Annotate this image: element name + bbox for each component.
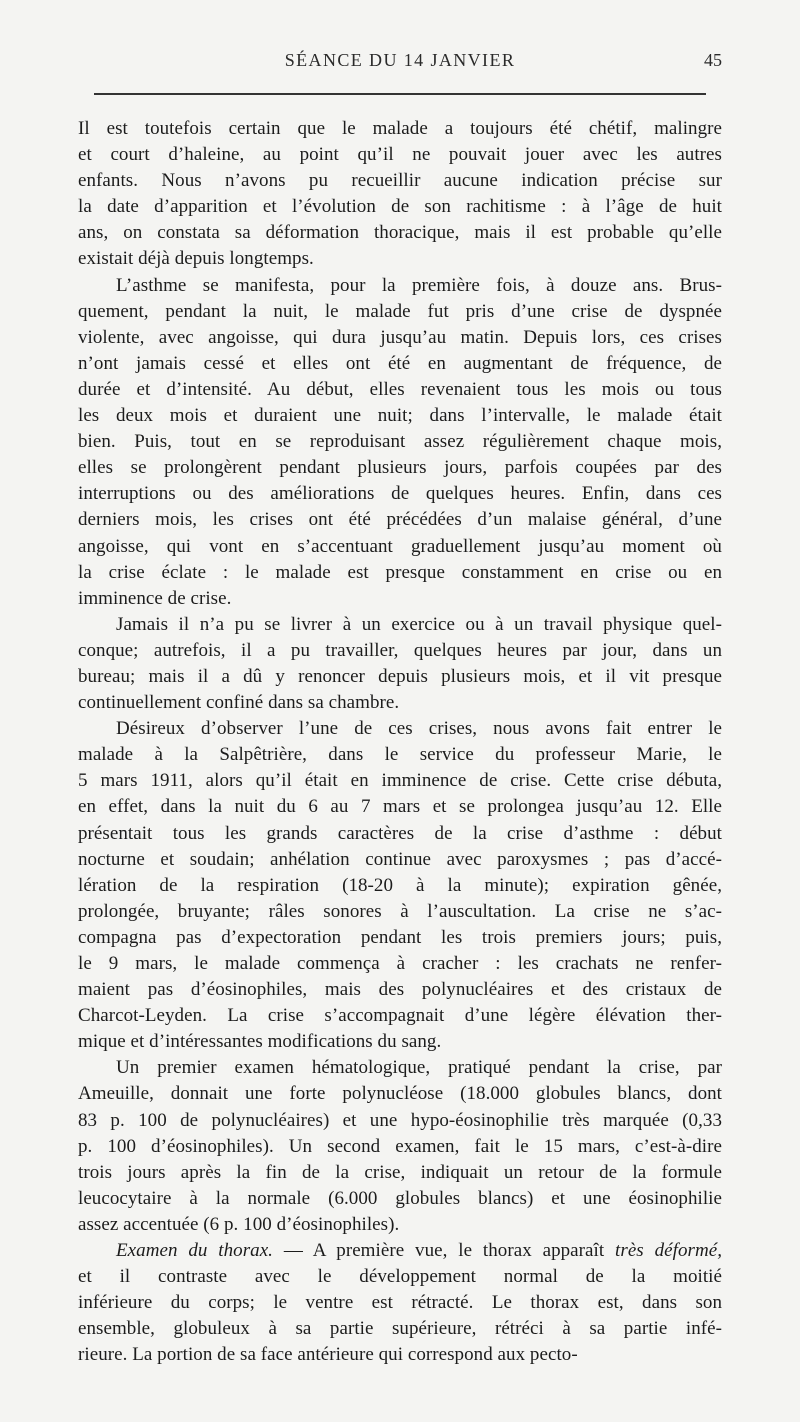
text-line: 83 p. 100 de polynucléaires) et une hypo-éosinophilie très marquée (0,33 (78, 1109, 722, 1131)
text-line: conque; autrefois, il a pu travailler, quelques heures par jour, dans un (78, 639, 722, 661)
text-line: ans, on constata sa déformation thoracique, mais il est probable qu’elle (78, 222, 722, 244)
text-line: la crise éclate : le malade est presque constamment en crise ou en (78, 561, 722, 583)
text-line: elles se prolongèrent pendant plusieurs jours, parfois coupées par des (78, 457, 722, 479)
text-line: nocturne et soudain; anhélation continue avec paroxysmes ; pas d’accé- (78, 848, 722, 870)
text-line: Ameuille, donnait une forte polynucléose (18.000 globules blancs, dont (78, 1083, 722, 1105)
text-line: durée et d’intensité. Au début, elles revenaient tous les mois ou tous (78, 378, 722, 400)
text-line: Un premier examen hématologique, pratiqué pendant la crise, par (116, 1057, 722, 1079)
body-text (78, 116, 722, 1369)
page-number: 45 (704, 50, 722, 70)
emphasis: très déformé, (615, 1240, 722, 1262)
text-line: assez accentuée (6 p. 100 d’éosinophiles). (78, 1213, 400, 1235)
text-line: les deux mois et duraient une nuit; dans l’intervalle, le malade était (78, 405, 722, 427)
text-line: bien. Puis, tout en se reproduisant assez régulièrement chaque mois, (78, 431, 722, 453)
text-line: continuellement confiné dans sa chambre. (78, 692, 400, 714)
text-line: angoisse, qui vont en s’accentuant graduellement jusqu’au moment où (78, 535, 722, 557)
text-line: n’ont jamais cessé et elles ont été en augmentant de fréquence, de (78, 352, 722, 374)
text-line: malade à la Salpêtrière, dans le service du professeur Marie, le (78, 744, 722, 766)
text-line: Désireux d’observer l’une de ces crises, nous avons fait entrer le (116, 718, 722, 740)
text-line: derniers mois, les crises ont été précédées d’un malaise général, d’une (78, 509, 722, 531)
text-line: bureau; mais il a dû y renoncer depuis plusieurs mois, et il vit presque (78, 665, 722, 687)
text-line: quement, pendant la nuit, le malade fut pris d’une crise de dyspnée (78, 300, 722, 322)
text-line: compagna pas d’expectoration pendant les trois premiers jours; puis, (78, 926, 722, 948)
text-line: ensemble, globuleux à sa partie supérieure, rétréci à sa partie infé- (78, 1318, 722, 1340)
text-line: trois jours après la fin de la crise, indiquait un retour de la formule (78, 1161, 722, 1183)
text-line: prolongée, bruyante; râles sonores à l’auscultation. La crise ne s’ac- (78, 900, 722, 922)
running-title: SÉANCE DU 14 JANVIER (284, 50, 516, 70)
text-line: le 9 mars, le malade commença à cracher : les crachats ne renfer- (78, 953, 722, 974)
text-line: L’asthme se manifesta, pour la première fois, à douze ans. Brus- (116, 274, 722, 296)
text-line: en effet, dans la nuit du 6 au 7 mars et se prolongea jusqu’au 12. Elle (78, 796, 722, 818)
text-line: leucocytaire à la normale (6.000 globules blancs) et une éosinophilie (78, 1187, 722, 1209)
section-heading: Examen du thorax. (116, 1240, 273, 1262)
text-line: 5 mars 1911, alors qu’il était en imminence de crise. Cette crise débuta, (78, 770, 722, 792)
text-line: la date d’apparition et l’évolution de son rachitisme : à l’âge de huit (78, 196, 722, 218)
text-line: et court d’haleine, au point qu’il ne pouvait jouer avec les autres (78, 144, 722, 166)
text-line: rieure. La portion de sa face antérieure qui correspond aux pecto- (78, 1344, 578, 1366)
text-line: Il est toutefois certain que le malade a toujours été chétif, malingre (78, 118, 722, 139)
text-line: enfants. Nous n’avons pu recueillir aucune indication précise sur (78, 170, 722, 192)
text-line: présentait tous les grands caractères de la crise d’asthme : début (78, 822, 722, 844)
text-line: inférieure du corps; le ventre est rétracté. Le thorax est, dans son (78, 1292, 722, 1314)
text-line: Charcot-Leyden. La crise s’accompagnait d’une légère élévation ther- (78, 1005, 722, 1027)
text-line: imminence de crise. (78, 587, 232, 609)
text-line: Examen du thorax. — A première vue, le thorax apparaît très déformé, (116, 1240, 722, 1262)
page-header (78, 50, 722, 80)
text-line: lération de la respiration (18-20 à la minute); expiration gênée, (78, 874, 722, 896)
text-line: Jamais il n’a pu se livrer à un exercice ou à un travail physique quel- (116, 613, 722, 635)
text-line: interruptions ou des améliorations de quelques heures. Enfin, dans ces (78, 483, 722, 505)
text-line: et il contraste avec le développement normal de la moitié (78, 1266, 722, 1288)
header-rule (94, 93, 706, 95)
text-line: maient pas d’éosinophiles, mais des polynucléaires et des cristaux de (78, 979, 722, 1001)
text-line: existait déjà depuis longtemps. (78, 248, 314, 270)
text-line: mique et d’intéressantes modifications du sang. (78, 1031, 442, 1053)
text-line: p. 100 d’éosinophiles). Un second examen, fait le 15 mars, c’est-à-dire (78, 1135, 722, 1157)
text-line: violente, avec angoisse, qui dura jusqu’au matin. Depuis lors, ces crises (78, 326, 722, 348)
